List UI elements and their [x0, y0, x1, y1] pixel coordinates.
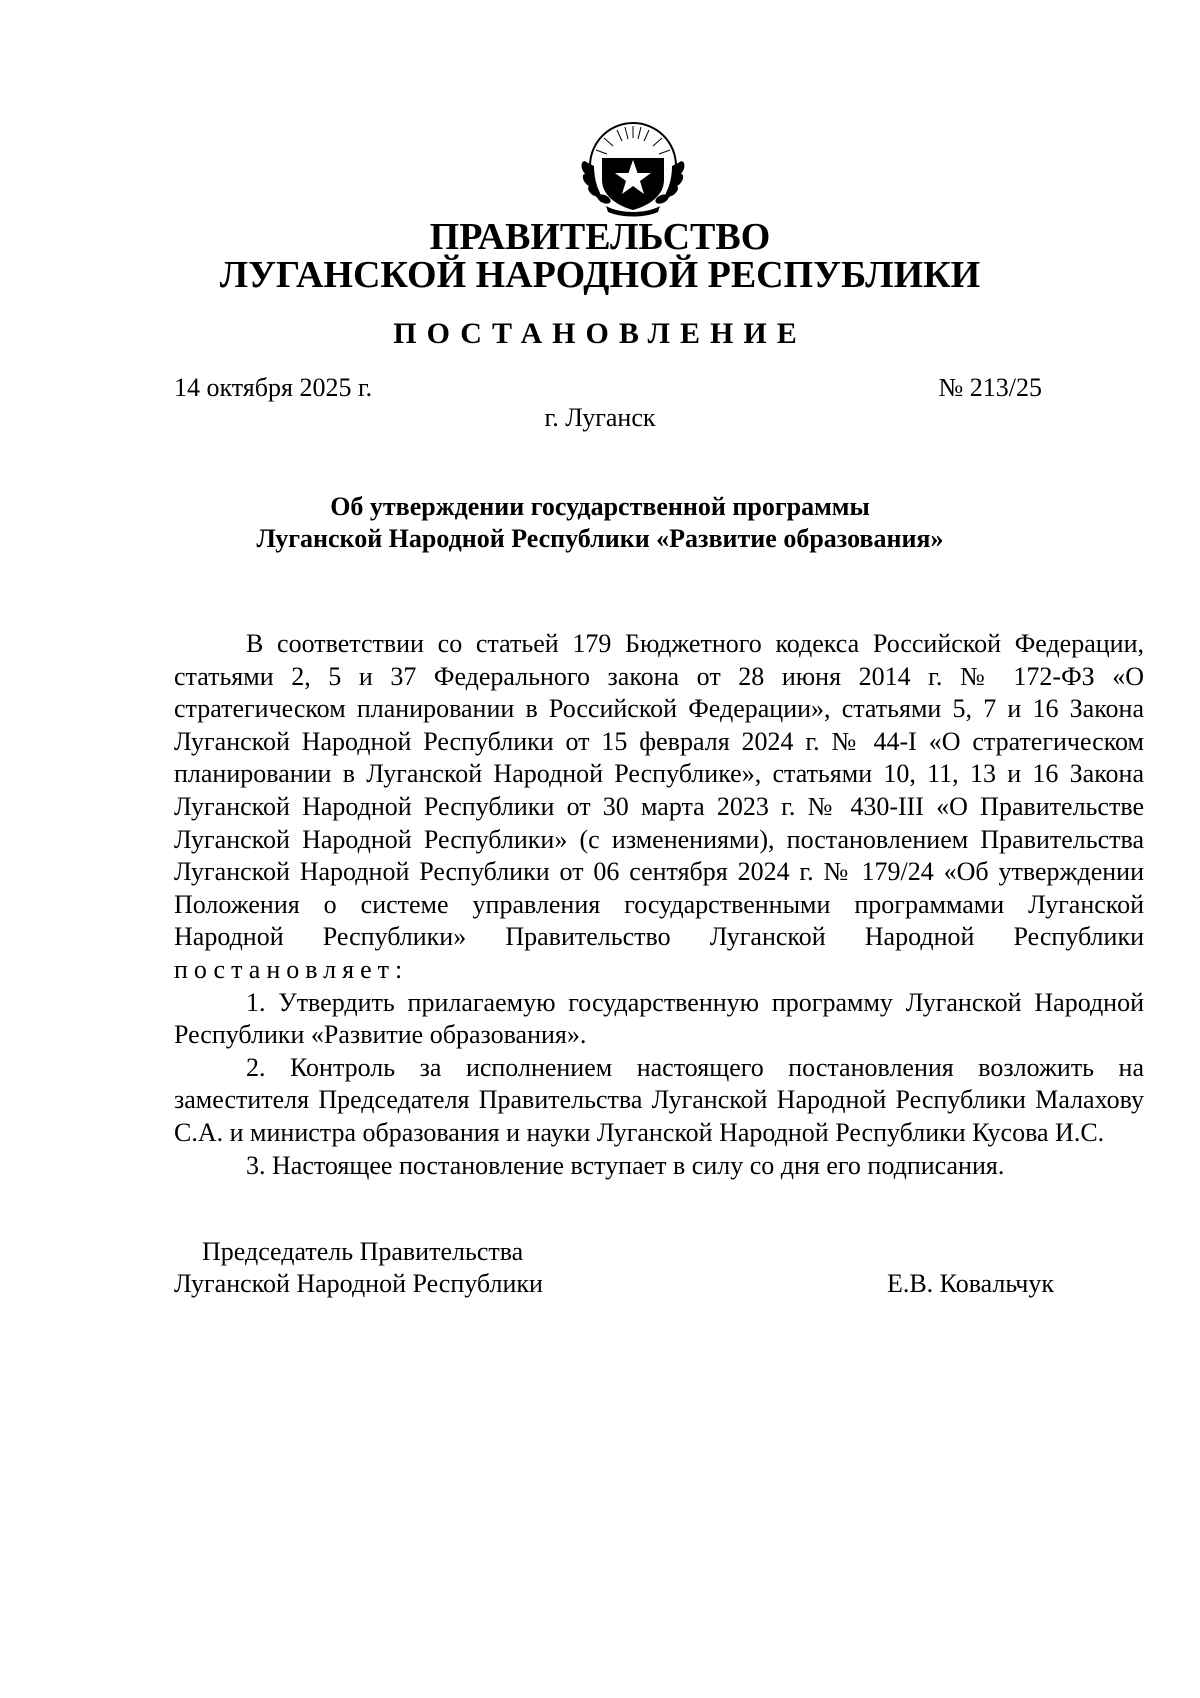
list-item: 2. Контроль за исполнением настоящего постановления возложить на заместителя Председателя Правительства Луганской Народной Республики Малахову С.А. и министра образования и науки Луганской Народной Республики Кусова И.С.	[174, 1052, 1144, 1147]
document-subject-line-2: Луганской Народной Республики «Развитие образования»	[256, 524, 944, 553]
document-date: 14 октября 2025 г.	[174, 373, 373, 402]
preamble-text: В соответствии со статьей 179 Бюджетного кодекса Российской Федерации, статьями 2, 5 и 37 Федерального закона от 28 июня 2014 г. № 172-ФЗ «О стратегическом планировании в Российской Федерации», статьями 5, 7 и 16 Закона Луганской Народной Республики от 15 февраля 2024 г. № 44-I «О стратегическом планировании в Луганской Народной Республике», статьями 10, 11, 13 и 16 Закона Луганской Народной Республики от 30 марта 2023 г. № 430-III «О Правительстве Луганской Народной Республики» (с изменениями), постановлением Правительства Луганской Народной Республики от 06 сентября 2024 г. № 179/24 «Об утверждении Положения о системе управления государственными программами Луганской Народной Республики» Правительство Луганской Народной Республики	[174, 629, 1144, 952]
document-type: ПОСТАНОВЛЕНИЕ	[393, 317, 807, 350]
preamble-paragraph	[174, 628, 1144, 987]
signatory-title-line-2: Луганской Народной Республики	[174, 1269, 543, 1298]
document-subject-line-1: Об утверждении государственной программы	[330, 492, 870, 521]
signatory-title-line-1: Председатель Правительства	[202, 1237, 524, 1266]
list-item: 1. Утвердить прилагаемую государственную программу Луганской Народной Республики «Развитие образования».	[174, 987, 1144, 1050]
org-title-line-2: ЛУГАНСКОЙ НАРОДНОЙ РЕСПУБЛИКИ	[219, 254, 981, 296]
document-body	[174, 628, 1144, 1182]
coat-of-arms-icon	[572, 118, 694, 218]
resolve-word: постановляет:	[174, 954, 409, 984]
signatory-name: Е.В. Ковальчук	[886, 1269, 1054, 1298]
list-item: 3. Настоящее постановление вступает в силу со дня его подписания.	[246, 1150, 1005, 1180]
document-number: № 213/25	[938, 373, 1042, 402]
document-city: г. Луганск	[544, 403, 656, 432]
org-title-line-1: ПРАВИТЕЛЬСТВО	[429, 216, 771, 258]
